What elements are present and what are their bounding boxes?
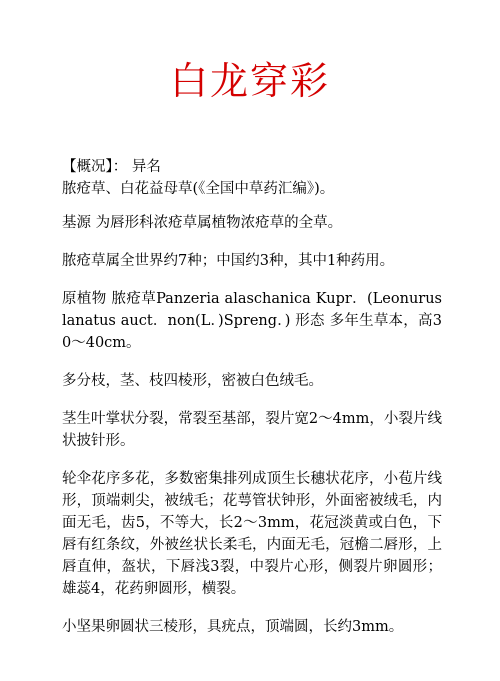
paragraph-original-plant: 原植物 脓疮草Panzeria alaschanica Kupr．(Leonurus lanatus auct．non(L．)Spreng．) 形态 多年生草本，高30～40cm。 xyxy=(62,291,442,351)
document-title: 白龙穿彩 xyxy=(169,59,330,103)
paragraph-fruit: 小坚果卵圆状三棱形，具疣点，顶端圆，长约3mm。 xyxy=(62,619,404,635)
paragraph-source: 基源 为唇形科浓疮草属植物浓疮草的全草。 xyxy=(62,215,343,231)
document-body xyxy=(62,156,442,654)
paragraph-inflorescence: 轮伞花序多花，多数密集排列成顶生长穗状花序，小苞片线形，顶端刺尖，被绒毛；花萼管状钟形，外面密被绒毛，内面无毛，齿5，不等大，长2～3mm，花冠淡黄或白色，下唇有红条纹，外被丝状长柔毛，内面无毛，冠檐二唇形，上唇直伸，盔状，下唇浅3裂，中裂片心形，侧裂片卵圆形；雄蕊4，花药卵圆形，横裂。 xyxy=(62,471,442,597)
paragraph-aliases: 脓疮草、白花益母草(《全国中草药汇编》)。 xyxy=(62,181,335,197)
paragraph-overview-label: 【概况】： 异名 xyxy=(62,159,161,175)
paragraph-genus-distribution: 脓疮草属全世界约7种；中国约3种，其中1种药用。 xyxy=(62,253,395,269)
paragraph-leaves: 茎生叶掌状分裂，常裂至基部，裂片宽2～4mm，小裂片线状披针形。 xyxy=(62,411,442,449)
paragraph-stem: 多分枝，茎、枝四棱形，密被白色绒毛。 xyxy=(62,373,323,389)
